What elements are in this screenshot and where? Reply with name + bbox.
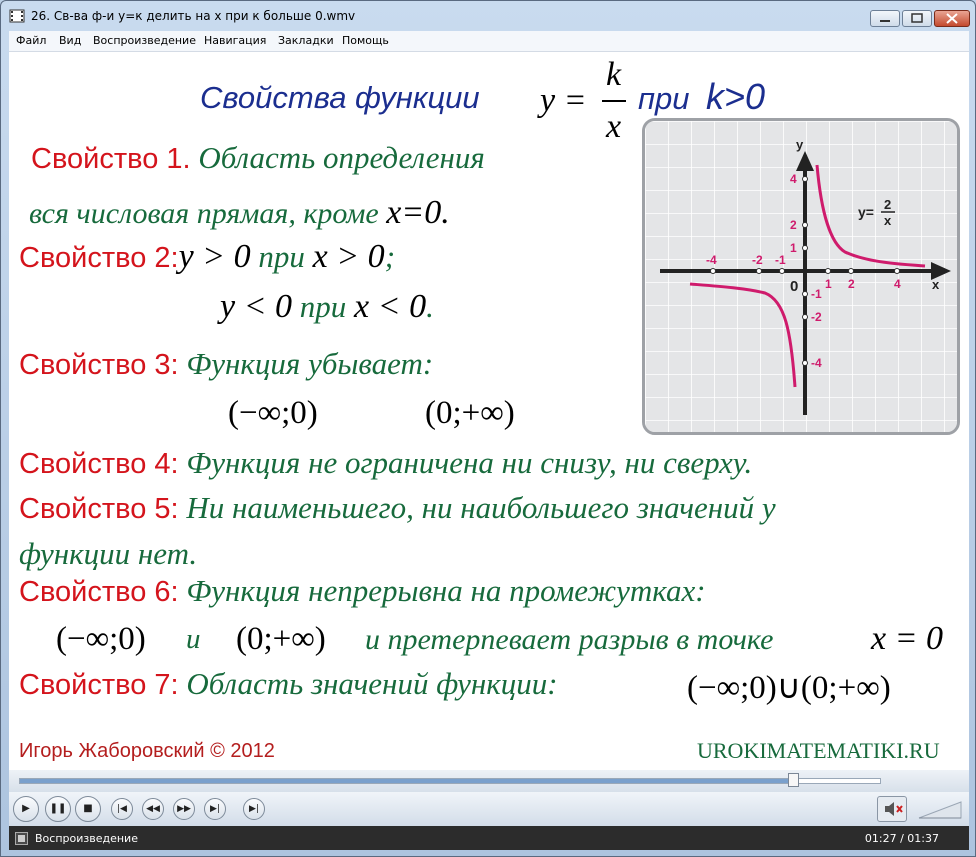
seek-thumb[interactable]: [788, 773, 799, 787]
property-6-line-2: и претерпевает разрыв в точке: [365, 623, 774, 656]
minimize-icon: [871, 11, 899, 26]
x-tick-label: 1: [825, 277, 832, 291]
property-3-label: Свойство 3:: [19, 349, 179, 381]
seek-progress: [20, 779, 794, 783]
x-axis-label: x: [932, 277, 940, 292]
x-tick-label: -2: [752, 253, 763, 267]
mute-button[interactable]: [877, 796, 907, 822]
rewind-button[interactable]: ◀◀: [142, 798, 164, 820]
property-1-line-1: [31, 140, 485, 176]
y-tick-label: -4: [811, 356, 822, 370]
graph-canvas: [645, 121, 957, 432]
x-tick-label: 4: [894, 277, 901, 291]
speaker-muted-icon: [878, 797, 906, 821]
property-3-interval-1: (−∞;0): [228, 395, 318, 431]
previous-button[interactable]: |◀: [111, 798, 133, 820]
property-7-label: Свойство 7:: [19, 669, 179, 701]
video-file-icon: [9, 8, 25, 24]
property-5-text: Ни наименьшего, ни наибольшего значений у: [178, 490, 776, 525]
menu-bookmarks[interactable]: Закладки: [278, 34, 334, 47]
formula-y-eq: y =: [540, 82, 587, 119]
y-tick-label: 2: [790, 218, 797, 232]
menu-navigation[interactable]: Навигация: [204, 34, 267, 47]
fast-forward-button[interactable]: ▶▶: [173, 798, 195, 820]
menu-bar: [9, 31, 969, 52]
formula-denominator: x: [606, 108, 622, 145]
seek-bar[interactable]: [9, 770, 969, 792]
property-1-math: x=0.: [386, 194, 450, 231]
fraction-line: [602, 100, 626, 102]
frame-step-button[interactable]: ▶|: [243, 798, 265, 820]
y-tick-label: 4: [790, 172, 797, 186]
title-bar[interactable]: [1, 1, 976, 31]
property-4-text: Функция не ограничена ни снизу, ни сверху.: [178, 445, 753, 480]
y-tick-label: 1: [790, 241, 797, 255]
hyperbola-graph: [642, 118, 960, 435]
graph-formula-den: x: [884, 213, 892, 228]
y-axis-label: y: [796, 137, 804, 152]
author-credit: Игорь Жаборовский © 2012: [19, 740, 275, 762]
property-4-label: Свойство 4:: [19, 448, 179, 480]
close-button[interactable]: [934, 10, 970, 27]
property-2-line-1: [19, 238, 395, 276]
slide-heading: Свойства функции: [200, 80, 480, 115]
property-7-math: (−∞;0)∪(0;+∞): [687, 670, 891, 706]
pause-button[interactable]: ❚❚: [45, 796, 71, 822]
property-5-label: Свойство 5:: [19, 493, 179, 525]
menu-view[interactable]: Вид: [59, 34, 82, 47]
maximize-icon: [903, 11, 931, 26]
menu-file[interactable]: Файл: [16, 34, 47, 47]
property-3-line: [19, 346, 433, 382]
video-frame[interactable]: [9, 52, 969, 770]
property-1-text: Область определения: [190, 140, 485, 175]
property-2-a4: ;: [384, 239, 396, 274]
property-1-line-2-text: вся числовая прямая, кроме: [29, 197, 387, 230]
window-title: 26. Св-ва ф-и у=к делить на х при к больше 0.wmv: [31, 9, 356, 23]
status-bar: [9, 826, 969, 850]
y-tick-label: -2: [811, 310, 822, 324]
next-button[interactable]: ▶|: [204, 798, 226, 820]
property-6-interval-1: (−∞;0): [56, 621, 146, 657]
formula-condition: k>0: [706, 76, 766, 117]
property-6-math: x = 0: [871, 620, 944, 657]
property-2-b1: y < 0: [220, 288, 293, 325]
volume-slider[interactable]: [917, 798, 963, 820]
play-button[interactable]: ▶: [13, 796, 39, 822]
property-6-text: Функция непрерывна на промежутках:: [178, 573, 706, 608]
formula-condition-prefix: при: [638, 81, 690, 116]
seek-track[interactable]: [19, 778, 881, 784]
menu-playback[interactable]: Воспроизведение: [93, 34, 196, 47]
property-6-interval-2: (0;+∞): [236, 621, 326, 657]
x-tick-label: -1: [775, 253, 786, 267]
property-2-a2: при: [250, 239, 313, 274]
property-7-text: Область значений функции:: [178, 666, 558, 701]
property-3-text: Функция убывает:: [178, 346, 434, 381]
property-1-label: Свойство 1.: [31, 143, 191, 175]
formula-numerator: k: [606, 56, 622, 93]
graph-formula-lhs: y=: [858, 204, 874, 220]
property-4-line: [19, 445, 752, 481]
x-tick-label: -4: [706, 253, 717, 267]
property-5-line-1: [19, 490, 776, 526]
close-icon: [935, 11, 969, 26]
property-7-line: [19, 666, 558, 702]
property-6-line-1: [19, 573, 706, 609]
y-tick-label: -1: [811, 287, 822, 301]
property-2-line-2: [220, 288, 434, 326]
property-2-b2: при: [292, 289, 355, 324]
playback-controls: [9, 792, 969, 826]
property-2-b4: .: [426, 289, 434, 324]
status-text: Воспроизведение: [35, 832, 138, 845]
property-6-label: Свойство 6:: [19, 576, 179, 608]
property-5-line-2: функции нет.: [19, 536, 198, 571]
property-2-a1: y > 0: [178, 238, 251, 275]
playback-status-icon: [15, 832, 28, 845]
minimize-button[interactable]: [870, 10, 900, 27]
property-2-b3: x < 0: [354, 288, 427, 325]
time-display: 01:27 / 01:37: [864, 832, 939, 845]
stop-button[interactable]: ■: [75, 796, 101, 822]
property-2-a3: x > 0: [312, 238, 385, 275]
origin-label: 0: [790, 278, 799, 295]
graph-formula-num: 2: [884, 197, 892, 212]
menu-help[interactable]: Помощь: [342, 34, 389, 47]
maximize-button[interactable]: [902, 10, 932, 27]
property-1-line-2: [29, 194, 450, 232]
property-6-and: и: [186, 623, 201, 655]
property-3-interval-2: (0;+∞): [425, 395, 515, 431]
site-name: UROKIMATEMATIKI.RU: [697, 738, 940, 763]
property-2-label: Свойство 2:: [19, 242, 179, 274]
x-tick-label: 2: [848, 277, 855, 291]
